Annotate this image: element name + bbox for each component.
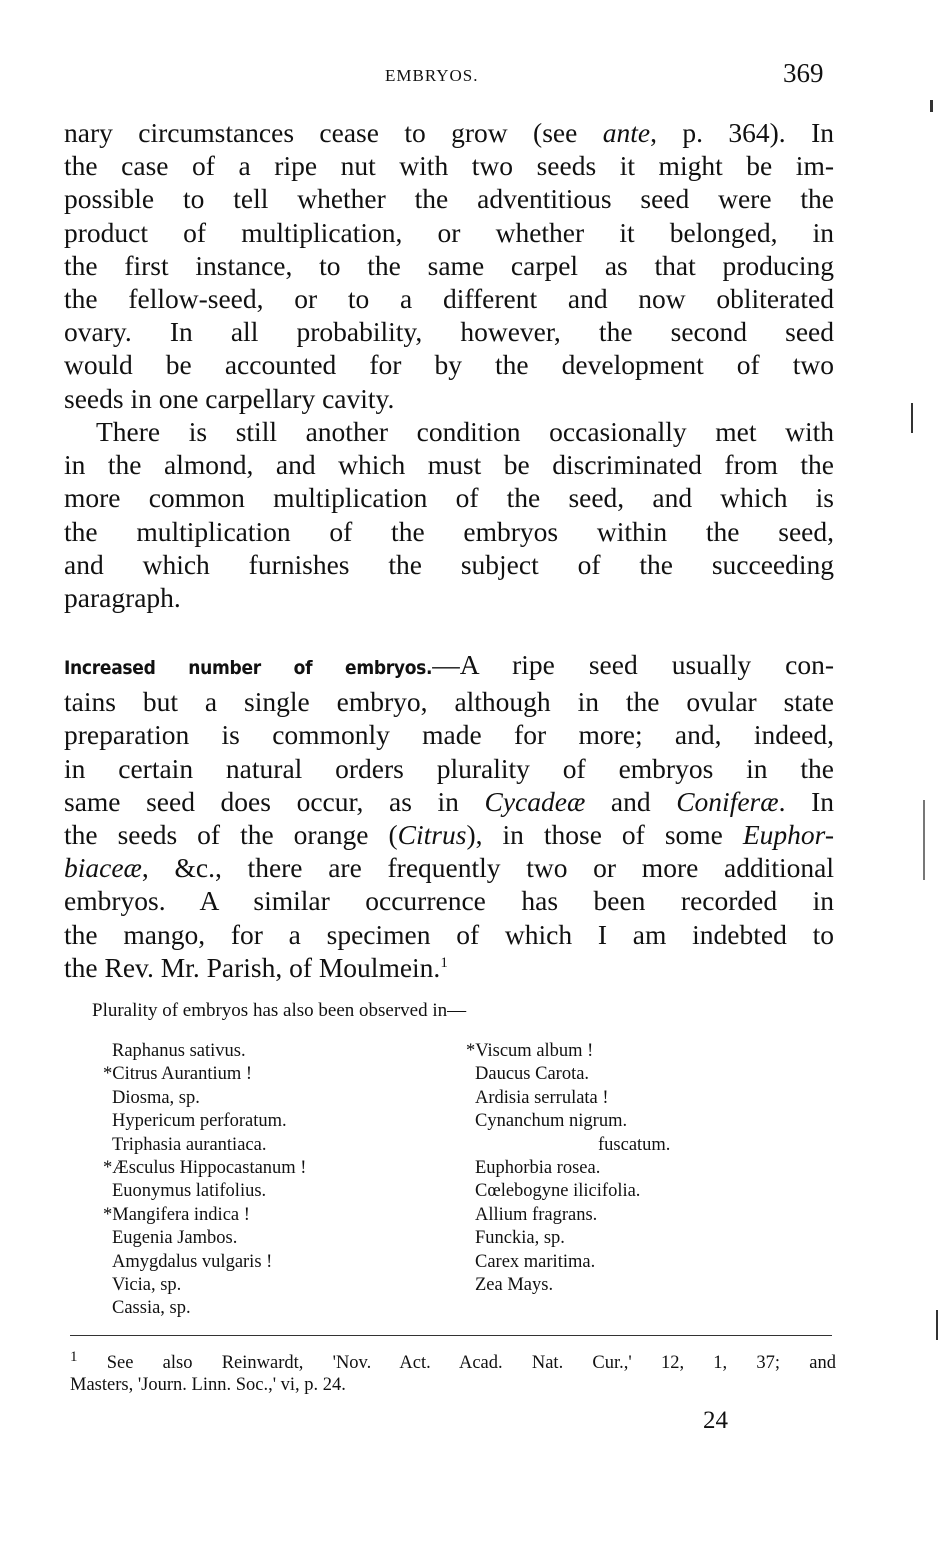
scan-margin-mark	[930, 100, 933, 112]
taxon-coniferae: Coniferæ	[676, 785, 779, 817]
list-item: Cynanchum nigrum.	[475, 1111, 628, 1132]
section-heading: Increased number of embryos.	[64, 657, 433, 679]
text-line: $^1$ See also Reinwardt, 'Nov. Act. Acad. Nat. Cur.,' 12, 1, 37; and	[70, 1348, 836, 1373]
text-line: nary circumstances cease to grow (see ante, p. 364). In	[64, 117, 834, 148]
text-line: paragraph.	[64, 582, 181, 614]
text-line: the case of a ripe nut with two seeds it might be im-	[64, 150, 834, 182]
text-line: Increased number of embryos.—A ripe seed usually con-	[64, 649, 834, 680]
footnote	[70, 1348, 836, 1396]
text-line: seeds in one carpellary cavity.	[64, 382, 395, 414]
list-item: Triphasia aurantiaca.	[112, 1134, 267, 1155]
list-item: *Æsculus Hippocastanum !	[103, 1158, 307, 1179]
scan-margin-mark	[911, 403, 913, 433]
text-line: ovary. In all probability, however, the second seed	[64, 316, 834, 348]
text-line: and which furnishes the subject of the succeeding	[64, 548, 834, 580]
text-line: more common multiplication of the seed, and which is	[64, 482, 834, 514]
italic-ante: ante	[602, 117, 651, 148]
list-item: Amygdalus vulgaris !	[112, 1251, 273, 1272]
page-number: 369	[783, 58, 824, 88]
list-item: Daucus Carota.	[475, 1064, 590, 1085]
footnote-reference: 1	[440, 954, 448, 971]
list-item: Cassia, sp.	[112, 1298, 191, 1319]
text-line: would be accounted for by the development of two	[64, 349, 834, 381]
list-item: Allium fragrans.	[475, 1204, 598, 1225]
text-line: biaceæ, &c., there are frequently two or more additional	[64, 852, 834, 884]
running-header: EMBRYOS.	[385, 66, 479, 85]
taxon-euphorbiaceae-part1: Euphor-	[742, 819, 834, 851]
list-item: Eugenia Jambos.	[112, 1228, 238, 1249]
list-item: *Viscum album !	[466, 1041, 594, 1061]
taxon-cycadeae: Cycadeæ	[484, 785, 586, 817]
text-line: the Rev. Mr. Parish, of Moulmein.$^1$	[64, 951, 448, 983]
text-line: the multiplication of the embryos within the seed,	[64, 515, 834, 547]
list-item: Funckia, sp.	[475, 1228, 565, 1249]
list-item: Euonymus latifolius.	[112, 1181, 267, 1202]
text-line: the fellow-seed, or to a different and now obliterated	[64, 283, 834, 315]
text-line: embryos. A similar occurrence has been recorded in	[64, 885, 834, 917]
species-list-intro: Plurality of embryos has also been observed in—	[92, 1000, 467, 1021]
list-item: Zea Mays.	[475, 1275, 554, 1296]
text-line: product of multiplication, or whether it belonged, in	[64, 216, 834, 248]
list-item: Raphanus sativus.	[112, 1041, 246, 1061]
species-list-left	[103, 1040, 306, 1321]
text-line: tains but a single embryo, although in the ovular state	[64, 686, 834, 718]
footnote-marker: 1	[70, 1348, 78, 1365]
list-item: *Mangifera indica !	[103, 1204, 250, 1225]
text-line: There is still another condition occasionally met with	[96, 416, 834, 447]
paragraph-almond	[64, 415, 834, 614]
text-line: preparation is commonly made for more; and, indeed,	[64, 719, 834, 751]
text-line: in certain natural orders plurality of embryos in the	[64, 752, 834, 784]
paragraph-increased-embryos	[64, 648, 834, 984]
text-line: possible to tell whether the adventitious seed were the	[64, 183, 834, 215]
list-item: Carex maritima.	[475, 1251, 596, 1272]
text-line: the seeds of the orange (Citrus), in those of some Euphor-	[64, 819, 834, 851]
list-item: Ardisia serrulata !	[475, 1087, 609, 1108]
text-line: Masters, 'Journ. Linn. Soc.,' vi, p. 24.	[70, 1375, 346, 1395]
list-item: Cœlebogyne ilicifolia.	[475, 1181, 641, 1202]
list-item: fuscatum.	[598, 1134, 671, 1155]
species-list-right	[466, 1040, 670, 1297]
scan-margin-mark	[936, 1310, 938, 1340]
scan-margin-mark	[923, 800, 925, 880]
text-line: the mango, for a specimen of which I am indebted to	[64, 918, 834, 950]
list-item: *Citrus Aurantium !	[103, 1064, 253, 1085]
list-item: Euphorbia rosea.	[475, 1158, 601, 1179]
footnote-divider	[70, 1335, 832, 1336]
printer-signature-mark: 24	[703, 1407, 728, 1434]
list-item: Vicia, sp.	[112, 1275, 182, 1296]
text-line: same seed does occur, as in Cycadeæ and Coniferæ. In	[64, 785, 834, 817]
paragraph-continuation	[64, 116, 834, 415]
taxon-citrus: Citrus	[397, 819, 467, 851]
text-line: in the almond, and which must be discriminated from the	[64, 449, 834, 481]
list-item: Hypericum perforatum.	[112, 1111, 287, 1132]
taxon-euphorbiaceae-part2: biaceæ	[64, 852, 142, 884]
list-item: Diosma, sp.	[112, 1087, 200, 1108]
text-line: the first instance, to the same carpel as that producing	[64, 249, 834, 281]
